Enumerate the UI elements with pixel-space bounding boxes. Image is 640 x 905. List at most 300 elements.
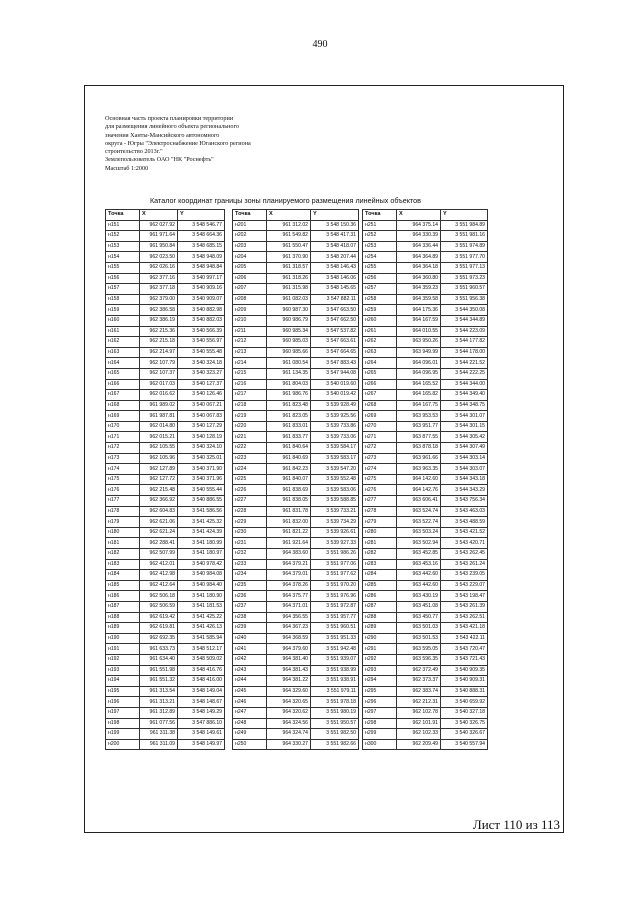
table-row [233,570,359,581]
y-cell: 3 540 067.83 [178,411,225,422]
y-cell: 3 548 416.00 [178,676,225,687]
x-cell: 964 379.21 [267,559,311,570]
table-row [363,612,488,623]
y-cell: 3 548 149.61 [178,729,225,740]
point-cell: н204 [233,252,267,263]
point-cell: н248 [233,718,267,729]
point-cell: н295 [363,686,397,697]
table-row [363,601,488,612]
table-row [233,697,359,708]
table-row [106,644,225,655]
y-cell: 3 540 909.31 [441,676,488,687]
point-cell: н208 [233,294,267,305]
y-cell: 3 547 662.50 [311,315,359,326]
y-cell: 3 540 984.40 [178,580,225,591]
x-cell: 962 386.58 [140,305,178,316]
x-cell: 962 105.55 [140,443,178,454]
point-cell: н277 [363,496,397,507]
table-row [106,294,225,305]
x-cell: 962 621.24 [140,527,178,538]
x-cell: 963 953.53 [397,411,441,422]
x-cell: 961 313.21 [140,697,178,708]
table-row [106,729,225,740]
point-cell: н235 [233,580,267,591]
y-cell: 3 540 909.35 [441,665,488,676]
table-row [363,570,488,581]
point-cell: н174 [106,464,140,475]
y-cell: 3 547 882.11 [311,294,359,305]
y-cell: 3 544 307.49 [441,443,488,454]
x-cell: 961 315.98 [267,284,311,295]
point-cell: н196 [106,697,140,708]
table-row [363,686,488,697]
y-cell: 3 544 350.08 [441,305,488,316]
x-cell: 964 375.77 [267,591,311,602]
x-cell: 962 215.36 [140,326,178,337]
x-cell: 964 330.39 [397,231,441,242]
y-cell: 3 540 324.10 [178,443,225,454]
x-cell: 962 214.97 [140,347,178,358]
table-row [233,506,359,517]
point-cell: н251 [363,220,397,231]
y-cell: 3 551 974.89 [441,241,488,252]
y-cell: 3 539 583.06 [311,485,359,496]
x-cell: 962 107.37 [140,368,178,379]
table-row [233,601,359,612]
table-row [363,654,488,665]
table-row [106,676,225,687]
table-row [233,665,359,676]
y-cell: 3 543 421.18 [441,623,488,634]
y-cell: 3 540 997.17 [178,273,225,284]
y-cell: 3 540 019.60 [311,379,359,390]
y-cell: 3 547 663.50 [311,305,359,316]
x-cell: 962 023.50 [140,252,178,263]
point-cell: н203 [233,241,267,252]
y-cell: 3 551 942.48 [311,644,359,655]
y-cell: 3 540 978.42 [178,559,225,570]
y-cell: 3 543 421.52 [441,527,488,538]
x-cell: 961 921.64 [267,538,311,549]
x-cell: 963 595.05 [397,644,441,655]
y-cell: 3 541 426.13 [178,623,225,634]
table-row [363,549,488,560]
y-cell: 3 540 019.42 [311,390,359,401]
x-cell: 961 311.38 [140,729,178,740]
table-row [233,231,359,242]
y-cell: 3 551 960.51 [311,623,359,634]
point-cell: н263 [363,347,397,358]
point-cell: н220 [233,421,267,432]
y-cell: 3 543 261.39 [441,601,488,612]
table-row [233,707,359,718]
table-row [106,697,225,708]
table-row [233,527,359,538]
y-cell: 3 548 148.67 [178,697,225,708]
point-cell: н247 [233,707,267,718]
table-row [363,623,488,634]
x-cell: 964 165.52 [397,379,441,390]
x-cell: 963 961.66 [397,453,441,464]
point-cell: н240 [233,633,267,644]
point-cell: н262 [363,337,397,348]
table-row [363,559,488,570]
table-row [106,241,225,252]
table-row [363,464,488,475]
x-cell: 963 442.60 [397,580,441,591]
table-row [233,729,359,740]
y-cell: 3 543 198.47 [441,591,488,602]
point-cell: н167 [106,390,140,401]
x-cell: 962 412.01 [140,559,178,570]
y-cell: 3 540 557.94 [441,739,488,750]
point-cell: н254 [363,252,397,263]
y-cell: 3 547 886.10 [178,718,225,729]
table-row [233,718,359,729]
y-cell: 3 551 978.18 [311,697,359,708]
y-cell: 3 551 981.16 [441,231,488,242]
x-cell: 964 378.26 [267,580,311,591]
table-row [106,273,225,284]
table-row [233,559,359,570]
point-cell: н236 [233,591,267,602]
table-row [363,231,488,242]
x-cell: 964 320.65 [267,697,311,708]
y-cell: 3 548 150.36 [311,220,359,231]
y-cell: 3 551 973.23 [441,273,488,284]
point-cell: н156 [106,273,140,284]
table-row [363,496,488,507]
x-cell: 963 877.55 [397,432,441,443]
point-cell: н207 [233,284,267,295]
table-row [106,601,225,612]
y-cell: 3 543 756.34 [441,496,488,507]
point-cell: н271 [363,432,397,443]
x-cell: 962 127.72 [140,474,178,485]
x-cell: 960 985.66 [267,347,311,358]
y-cell: 3 548 146.06 [311,273,359,284]
point-cell: н175 [106,474,140,485]
x-cell: 961 312.89 [140,707,178,718]
point-cell: н280 [363,527,397,538]
point-cell: н176 [106,485,140,496]
point-cell: н228 [233,506,267,517]
x-cell: 962 386.19 [140,315,178,326]
x-cell: 962 016.62 [140,390,178,401]
x-cell: 962 621.06 [140,517,178,528]
x-cell: 961 838.69 [267,485,311,496]
y-cell: 3 551 938.99 [311,665,359,676]
point-cell: н300 [363,739,397,750]
table-row [233,686,359,697]
y-cell: 3 540 882.03 [178,315,225,326]
y-cell: 3 539 583.17 [311,453,359,464]
x-cell: 962 412.64 [140,580,178,591]
point-cell: н217 [233,390,267,401]
point-cell: н286 [363,591,397,602]
y-cell: 3 540 909.07 [178,294,225,305]
y-cell: 3 551 977.13 [441,262,488,273]
point-cell: н171 [106,432,140,443]
column-header: Y [311,210,359,221]
header-line: для размещения линейного объекта регионального [105,123,239,131]
point-cell: н209 [233,305,267,316]
table-row [363,665,488,676]
table-row [233,262,359,273]
x-cell: 963 451.08 [397,601,441,612]
point-cell: н179 [106,517,140,528]
table-row [106,665,225,676]
table-row [233,676,359,687]
y-cell: 3 551 980.19 [311,707,359,718]
point-cell: н178 [106,506,140,517]
coordinate-table-2 [232,209,359,750]
point-cell: н200 [106,739,140,750]
x-cell: 963 522.74 [397,517,441,528]
table-row [363,315,488,326]
point-cell: н173 [106,453,140,464]
document-header [105,115,425,173]
x-cell: 962 102.33 [397,729,441,740]
coordinate-table-1 [105,209,225,750]
point-cell: н249 [233,729,267,740]
x-cell: 961 804.03 [267,379,311,390]
y-cell: 3 551 957.77 [311,612,359,623]
x-cell: 962 506.18 [140,591,178,602]
table-row [106,485,225,496]
table-row [233,443,359,454]
y-cell: 3 540 326.75 [441,718,488,729]
x-cell: 962 366.92 [140,496,178,507]
y-cell: 3 541 424.39 [178,527,225,538]
table-row [363,453,488,464]
table-row [106,517,225,528]
x-cell: 963 442.60 [397,570,441,581]
table-row [106,390,225,401]
point-cell: н154 [106,252,140,263]
table-row [233,337,359,348]
x-cell: 961 840.07 [267,474,311,485]
table-row [106,337,225,348]
table-row [363,739,488,750]
y-cell: 3 540 126.46 [178,390,225,401]
y-cell: 3 543 422.11 [441,633,488,644]
x-cell: 961 989.02 [140,400,178,411]
x-cell: 962 379.00 [140,294,178,305]
x-cell: 960 985.34 [267,326,311,337]
x-cell: 964 330.27 [267,739,311,750]
point-cell: н272 [363,443,397,454]
x-cell: 962 507.99 [140,549,178,560]
x-cell: 964 359.58 [397,294,441,305]
table-row [106,591,225,602]
y-cell: 3 548 149.04 [178,686,225,697]
table-row [106,432,225,443]
point-cell: н221 [233,432,267,443]
point-cell: н242 [233,654,267,665]
point-cell: н282 [363,549,397,560]
x-cell: 962 383.74 [397,686,441,697]
point-cell: н232 [233,549,267,560]
y-cell: 3 548 948.09 [178,252,225,263]
y-cell: 3 540 067.21 [178,400,225,411]
point-cell: н151 [106,220,140,231]
table-row [233,517,359,528]
table-row [363,284,488,295]
header-line: строительство 2013г." [105,148,163,156]
point-cell: н210 [233,315,267,326]
x-cell: 962 215.48 [140,485,178,496]
x-cell: 961 833.77 [267,432,311,443]
table-row [233,496,359,507]
x-cell: 961 134.35 [267,368,311,379]
y-cell: 3 543 463.03 [441,506,488,517]
point-cell: н245 [233,686,267,697]
x-cell: 963 949.99 [397,347,441,358]
x-cell: 961 549.82 [267,231,311,242]
y-cell: 3 543 262.45 [441,549,488,560]
x-cell: 964 379.60 [267,644,311,655]
point-cell: н253 [363,241,397,252]
x-cell: 961 082.03 [267,294,311,305]
table-row [363,347,488,358]
x-cell: 964 167.59 [397,315,441,326]
x-cell: 963 524.74 [397,506,441,517]
y-cell: 3 543 262.51 [441,612,488,623]
point-cell: н202 [233,231,267,242]
y-cell: 3 541 181.53 [178,601,225,612]
x-cell: 964 379.01 [267,570,311,581]
x-cell: 964 329.60 [267,686,311,697]
point-cell: н230 [233,527,267,538]
table-row [106,358,225,369]
y-cell: 3 540 556.97 [178,337,225,348]
table-row [106,326,225,337]
table-row [363,220,488,231]
point-cell: н218 [233,400,267,411]
x-cell: 960 986.79 [267,315,311,326]
point-cell: н212 [233,337,267,348]
table-row [106,284,225,295]
y-cell: 3 544 343.29 [441,485,488,496]
x-cell: 964 381.43 [267,665,311,676]
x-cell: 961 821.22 [267,527,311,538]
y-cell: 3 541 585.94 [178,633,225,644]
point-cell: н281 [363,538,397,549]
table-row [233,549,359,560]
y-cell: 3 551 976.96 [311,591,359,602]
header-line: Масштаб 1:2000 [105,164,149,172]
y-cell: 3 548 948.84 [178,262,225,273]
x-cell: 964 383.60 [267,549,311,560]
point-cell: н160 [106,315,140,326]
point-cell: н257 [363,284,397,295]
y-cell: 3 544 348.75 [441,400,488,411]
table-row [233,538,359,549]
x-cell: 964 165.82 [397,390,441,401]
x-cell: 964 336.44 [397,241,441,252]
x-cell: 963 963.35 [397,464,441,475]
table-row [233,400,359,411]
table-row [363,432,488,443]
y-cell: 3 543 261.24 [441,559,488,570]
point-cell: н187 [106,601,140,612]
y-cell: 3 544 344.00 [441,379,488,390]
table-row [363,591,488,602]
y-cell: 3 551 977.06 [311,559,359,570]
x-cell: 961 950.84 [140,241,178,252]
table-row [106,654,225,665]
y-cell: 3 551 956.38 [441,294,488,305]
x-cell: 961 832.00 [267,517,311,528]
y-cell: 3 540 327.18 [441,707,488,718]
point-cell: н224 [233,464,267,475]
y-cell: 3 544 305.42 [441,432,488,443]
point-cell: н259 [363,305,397,316]
point-cell: н211 [233,326,267,337]
x-cell: 962 412.98 [140,570,178,581]
x-cell: 961 313.54 [140,686,178,697]
table-row [106,305,225,316]
point-cell: н297 [363,707,397,718]
point-cell: н256 [363,273,397,284]
x-cell: 963 950.26 [397,337,441,348]
point-cell: н283 [363,559,397,570]
x-cell: 961 318.26 [267,273,311,284]
point-cell: н287 [363,601,397,612]
x-cell: 961 551.32 [140,676,178,687]
y-cell: 3 539 552.48 [311,474,359,485]
x-cell: 964 320.62 [267,707,311,718]
point-cell: н188 [106,612,140,623]
x-cell: 963 951.77 [397,421,441,432]
x-cell: 963 606.41 [397,496,441,507]
point-cell: н267 [363,390,397,401]
y-cell: 3 543 239.05 [441,570,488,581]
y-cell: 3 543 720.47 [441,644,488,655]
x-cell: 963 596.35 [397,654,441,665]
point-cell: н165 [106,368,140,379]
table-row [363,390,488,401]
x-cell: 962 209.49 [397,739,441,750]
x-cell: 962 026.16 [140,262,178,273]
point-cell: н152 [106,231,140,242]
table-row [363,411,488,422]
y-cell: 3 540 882.98 [178,305,225,316]
y-cell: 3 541 586.56 [178,506,225,517]
point-cell: н265 [363,368,397,379]
table-row [363,305,488,316]
point-cell: н190 [106,633,140,644]
x-cell: 963 503.24 [397,527,441,538]
point-cell: н193 [106,665,140,676]
y-cell: 3 551 951.33 [311,633,359,644]
table-row [106,400,225,411]
x-cell: 964 375.14 [397,220,441,231]
x-cell: 962 215.18 [140,337,178,348]
point-cell: н239 [233,623,267,634]
y-cell: 3 540 371.90 [178,464,225,475]
x-cell: 961 633.73 [140,644,178,655]
table-row [233,252,359,263]
point-cell: н153 [106,241,140,252]
table-row [363,474,488,485]
point-cell: н299 [363,729,397,740]
table-row [106,315,225,326]
table-row [233,580,359,591]
x-cell: 963 501.53 [397,633,441,644]
y-cell: 3 540 325.01 [178,453,225,464]
